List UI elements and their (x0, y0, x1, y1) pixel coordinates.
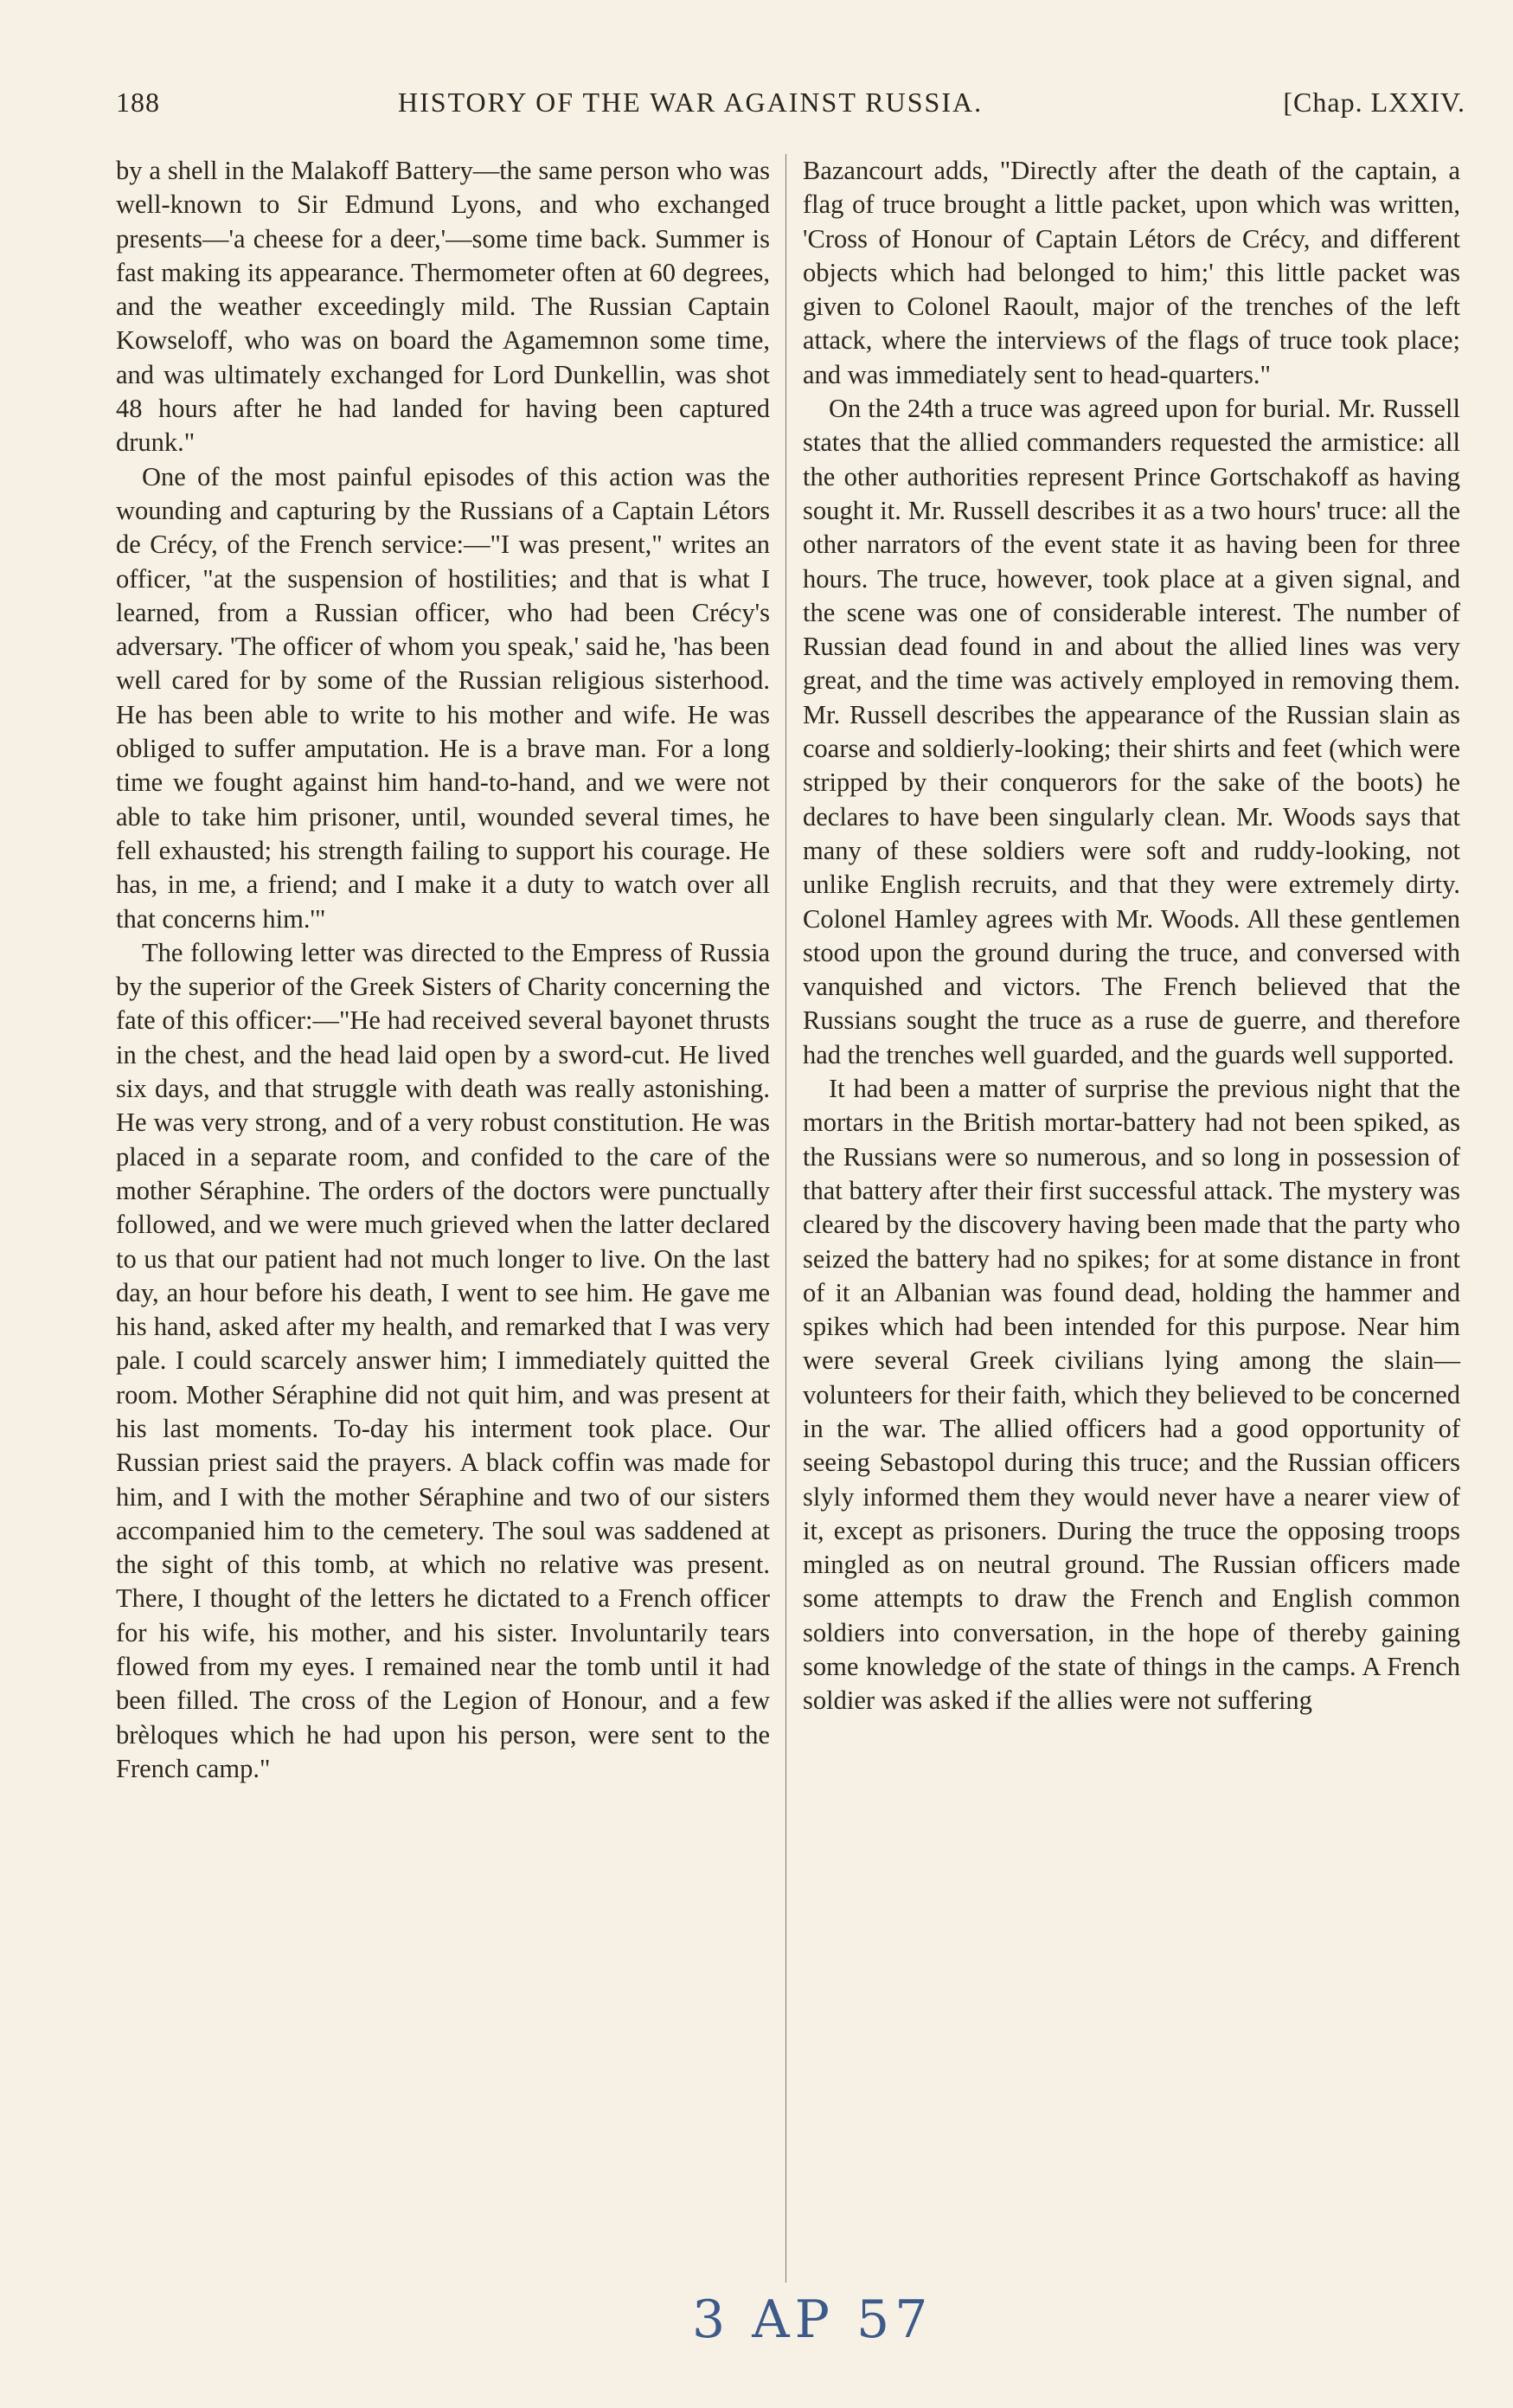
left-column (116, 154, 770, 1786)
paragraph: Bazancourt adds, "Directly after the death of the captain, a flag of truce brought a little packet, upon which was written, 'Cross of Honour of Captain Létors de Crécy, and different objects which had belonged to him;' this little packet was given to Colonel Raoult, major of the trenches of the left attack, where the interviews of the flags of truce took place; and was immediately sent to head-quarters." (803, 156, 1460, 389)
paragraph: On the 24th a truce was agreed upon for burial. Mr. Russell states that the allied commanders requested the armistice: all the other authorities represent Prince Gortschakoff as having sought it. Mr. Russell describes it as a two hours' truce: all the other narrators of the event state it as having been for three hours. The truce, however, took place at a given signal, and the scene was one of considerable interest. The number of Russian dead found in and about the allied lines was very great, and the time was actively employed in removing them. Mr. Russell describes the appearance of the Russian slain as coarse and soldierly-looking; their shirts and feet (which were stripped by their conquerors for the sake of the boots) he declares to have been singularly clean. Mr. Woods says that many of these soldiers were soft and ruddy-looking, not unlike English recruits, and that they were extremely dirty. Colonel Hamley agrees with Mr. Woods. All these gentlemen stood upon the ground during the truce, and conversed with vanquished and victors. The French believed that the Russians sought the truce as a ruse de guerre, and therefore had the trenches well guarded, and the guards well supported. (803, 394, 1460, 1069)
running-title: HISTORY OF THE WAR AGAINST RUSSIA. (398, 87, 984, 118)
right-column (803, 154, 1460, 1718)
paragraph: The following letter was directed to the Empress of Russia by the superior of the Greek Sisters of Charity concerning the fate of this officer:—"He had received several bayonet thrusts in the chest, and the head laid open by a sword-cut. He lived six days, and that struggle with death was really astonishing. He was very strong, and of a very robust constitution. He was placed in a separate room, and confided to the care of the mother Séraphine. The orders of the doctors were punctually followed, and we were much grieved when the latter declared to us that our patient had not much longer to live. On the last day, an hour before his death, I went to see him. He gave me his hand, asked after my health, and remarked that I was very pale. I could scarcely answer him; I immediately quitted the room. Mother Séraphine did not quit him, and was present at his last moments. To-day his interment took place. Our Russian priest said the prayers. A black coffin was made for him, and I with the mother Séraphine and two of our sisters accompanied him to the cemetery. The soul was saddened at the sight of this tomb, at which no relative was present. There, I thought of the letters he dictated to a French officer for his wife, his mother, and his sister. Involuntarily tears flowed from my eyes. I remained near the tomb until it had been filled. The cross of the Legion of Honour, and a few brèloques which he had upon his person, were sent to the French camp." (116, 937, 770, 1783)
library-date-stamp: 3 AP 57 (692, 2289, 933, 2350)
paragraph: One of the most painful episodes of this action was the wounding and capturing by the Russians of a Captain Létors de Crécy, of the French service:—"I was present," writes an officer, "at the suspension of hostilities; and that is what I learned, from a Russian officer, who had been Crécy's adversary. 'The officer of whom you speak,' said he, 'has been well cared for by some of the Russian religious sisterhood. He has been able to write to his mother and wife. He was obliged to suffer amputation. He is a brave man. For a long time we fought against him hand-to-hand, and we were not able to take him prisoner, until, wounded several times, he fell exhausted; his strength failing to support his courage. He has, in me, a friend; and I make it a duty to watch over all that concerns him.'" (116, 461, 770, 934)
page-header (116, 87, 1465, 135)
chapter-label: [Chap. LXXIV. (1283, 87, 1465, 118)
column-divider (785, 154, 786, 2283)
paragraph: It had been a matter of surprise the previous night that the mortars in the British mortar-battery had not been spiked, as the Russians were so numerous, and so long in possession of that battery after their first successful attack. The mystery was cleared by the discovery having been made that the party who seized the battery had no spikes; for at some distance in front of it an Albanian was found dead, holding the hammer and spikes which had been intended for this purpose. Near him were several Greek civilians lying among the slain—volunteers for their faith, which they believed to be concerned in the war. The allied officers had a good opportunity of seeing Sebastopol during this truce; and the Russian officers slyly informed them they would never have a nearer view of it, except as prisoners. During the truce the opposing troops mingled as on neutral ground. The Russian officers made some attempts to draw the French and English common soldiers into conversation, in the hope of thereby gaining some knowledge of the state of things in the camps. A French soldier was asked if the allies were not suffering (803, 1074, 1460, 1716)
page-number: 188 (116, 87, 160, 118)
paragraph: by a shell in the Malakoff Battery—the same person who was well-known to Sir Edmund Lyons, and who exchanged presents—'a cheese for a deer,'—some time back. Summer is fast making its appearance. Thermometer often at 60 degrees, and the weather exceedingly mild. The Russian Captain Kowseloff, who was on board the Agamemnon some time, and was ultimately exchanged for Lord Dunkellin, was shot 48 hours after he had landed for having been captured drunk." (116, 156, 770, 458)
